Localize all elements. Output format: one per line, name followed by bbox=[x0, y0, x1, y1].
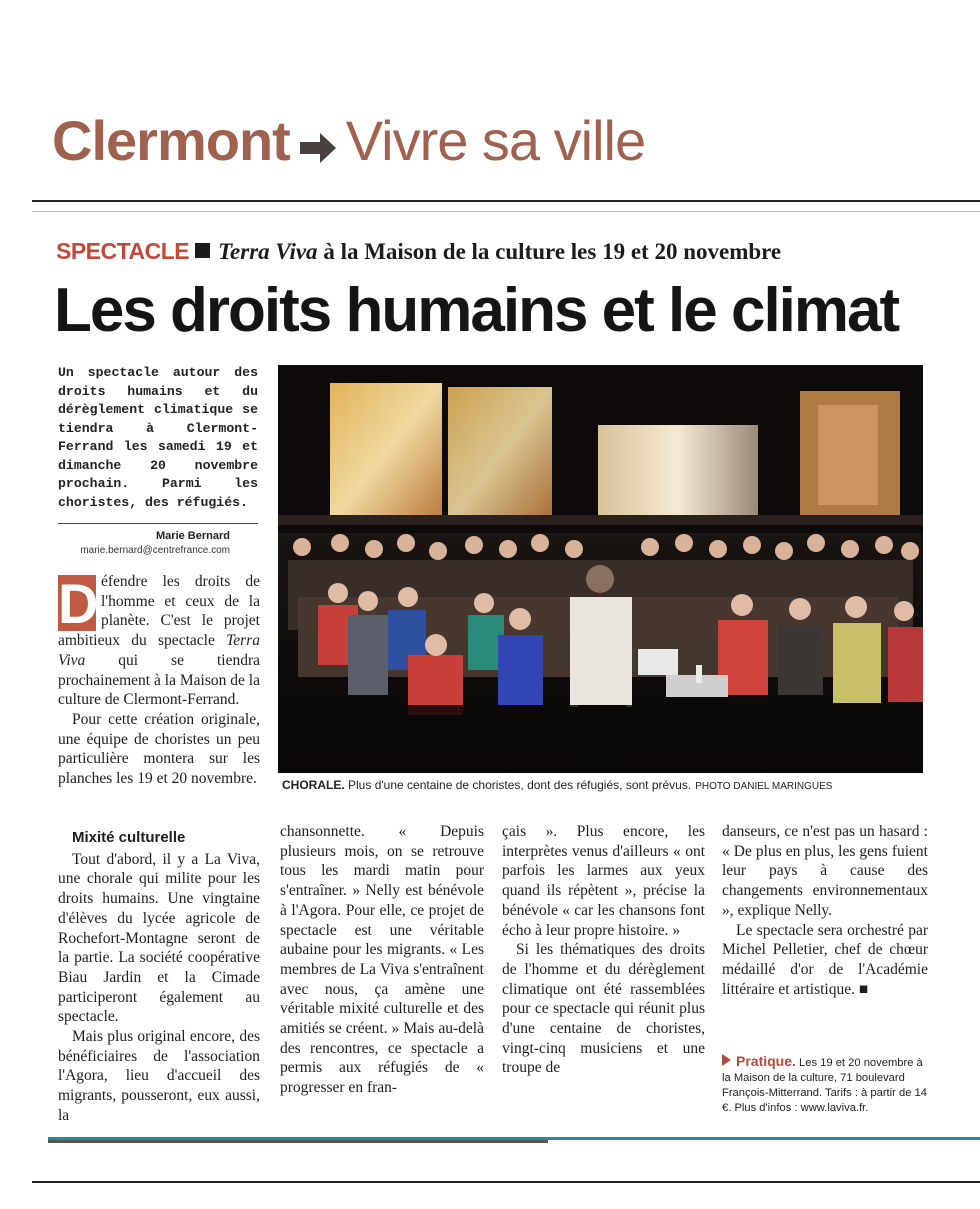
headline: Les droits humains et le climat bbox=[54, 276, 899, 345]
paragraph-1-text-b: qui se tiendra prochainement à la Maison de la culture de Clermont-Ferrand. bbox=[58, 651, 260, 709]
paragraph-2: Pour cette création originale, une équipe de choristes un peu particulière montera sur les planches les 19 et 20 novembre. bbox=[58, 710, 260, 788]
body-column-1-lower bbox=[58, 822, 260, 1126]
body-column-4 bbox=[722, 822, 928, 999]
kicker-text: à la Maison de la culture les 19 et 20 novembre bbox=[323, 239, 782, 264]
choir-photo bbox=[278, 365, 923, 773]
kicker-tag: SPECTACLE bbox=[56, 238, 190, 264]
photo-caption bbox=[282, 778, 922, 792]
triangle-marker-icon bbox=[722, 1054, 731, 1066]
caption-text: Plus d'une centaine de choristes, dont des réfugiés, sont prévus. bbox=[348, 778, 692, 792]
paragraph-8: danseurs, ce n'est pas un hasard : « De plus en plus, les gens fuient leur pays à cause des changements environnementaux », explique Nelly. bbox=[722, 823, 928, 919]
header-rule bbox=[32, 200, 980, 202]
paragraph-5: chansonnette. « Depuis plusieurs mois, on se retrouve tous les mardi matin pour s'entraîner. » Nelly est bénévole à l'Agora. Pour elle, ce projet de spectacle est une véritable aubaine pour les migrants. « Les membres de La Viva s'entraînent avec nous, ça amène une véritable mixité culturelle et des amitiés se créent. » Mais au-delà des rencontres, ce spectacle a permis aux réfugiés de « progresser en fran- bbox=[280, 823, 484, 1097]
footer-rule-dark bbox=[48, 1140, 548, 1143]
section-title: Vivre sa ville bbox=[345, 109, 646, 172]
photo-credit: PHOTO DANIEL MARINGUES bbox=[695, 781, 833, 792]
square-bullet-icon bbox=[195, 243, 210, 258]
practical-text: Les 19 et 20 novembre à la Maison de la culture, 71 boulevard François-Mitterrand. Tarifs : à partir de 14 €. Plus d'infos : www.laviva.fr. bbox=[722, 1057, 927, 1114]
practical-label: Pratique. bbox=[736, 1053, 796, 1069]
paragraph-9 bbox=[722, 921, 928, 1000]
drop-cap: D bbox=[58, 572, 99, 635]
page-bottom-rule bbox=[32, 1181, 980, 1183]
kicker bbox=[56, 238, 781, 265]
paragraph-6: çais ». Plus encore, les interprètes venus d'ailleurs « ont parfois les larmes aux yeux quand ils répètent », précise la bénévole « car les chansons font écho à leur propre histoire. » bbox=[502, 823, 705, 939]
paragraph-3: Tout d'abord, il y a La Viva, une chorale qui milite pour les droits humains. Une vingtaine d'élèves du lycée agricole de Rochefort-Montagne seront de la partie. La société coopérative Biau Jardin et la Cimade participeront également au spectacle. bbox=[58, 850, 260, 1026]
section-header bbox=[52, 108, 645, 178]
subhead: Mixité culturelle bbox=[72, 829, 186, 846]
intro-rule bbox=[58, 523, 258, 524]
paragraph-1-text-a: éfendre les droits de l'homme et ceux de la planète. C'est le projet ambitieux du spectacle bbox=[58, 573, 260, 650]
author-email: marie.bernard@centrefrance.com bbox=[80, 545, 230, 556]
paragraph-4: Mais plus original encore, des bénéficiaires de l'association l'Agora, lieu d'accueil des migrants, pousseront, eux aussi, la bbox=[58, 1028, 260, 1124]
end-mark-icon: ■ bbox=[858, 980, 869, 998]
arrow-right-icon bbox=[298, 113, 338, 178]
author-name: Marie Bernard bbox=[156, 530, 230, 542]
kicker-show-title: Terra Viva bbox=[218, 239, 318, 264]
header-rule-thin bbox=[32, 211, 980, 212]
body-column-3 bbox=[502, 822, 705, 1078]
practical-info bbox=[722, 1054, 928, 1116]
body-column-1-upper bbox=[58, 572, 260, 789]
paragraph-9-text: Le spectacle sera orchestré par Michel Pelletier, chef de chœur médaillé d'or de l'Académie littéraire et artistique. bbox=[722, 921, 928, 998]
city-title: Clermont bbox=[52, 109, 290, 172]
paragraph-1 bbox=[58, 572, 260, 710]
body-column-2 bbox=[280, 822, 484, 1098]
intro-lead: Un spectacle autour des droits humains et du dérèglement climatique se tiendra à Clermont-Ferrand les samedi 19 et dimanche 20 novembre prochain. Parmi les choristes, des réfugiés. bbox=[58, 365, 258, 510]
caption-tag: CHORALE. bbox=[282, 778, 345, 792]
paragraph-1-title: Terra Viva bbox=[58, 632, 260, 669]
paragraph-7: Si les thématiques des droits de l'homme et du dérèglement climatique ont été rassemblées pour ce spectacle qui réunit plus d'une centaine de choristes, vingt-cinq musiciens et une troupe de bbox=[502, 941, 705, 1077]
